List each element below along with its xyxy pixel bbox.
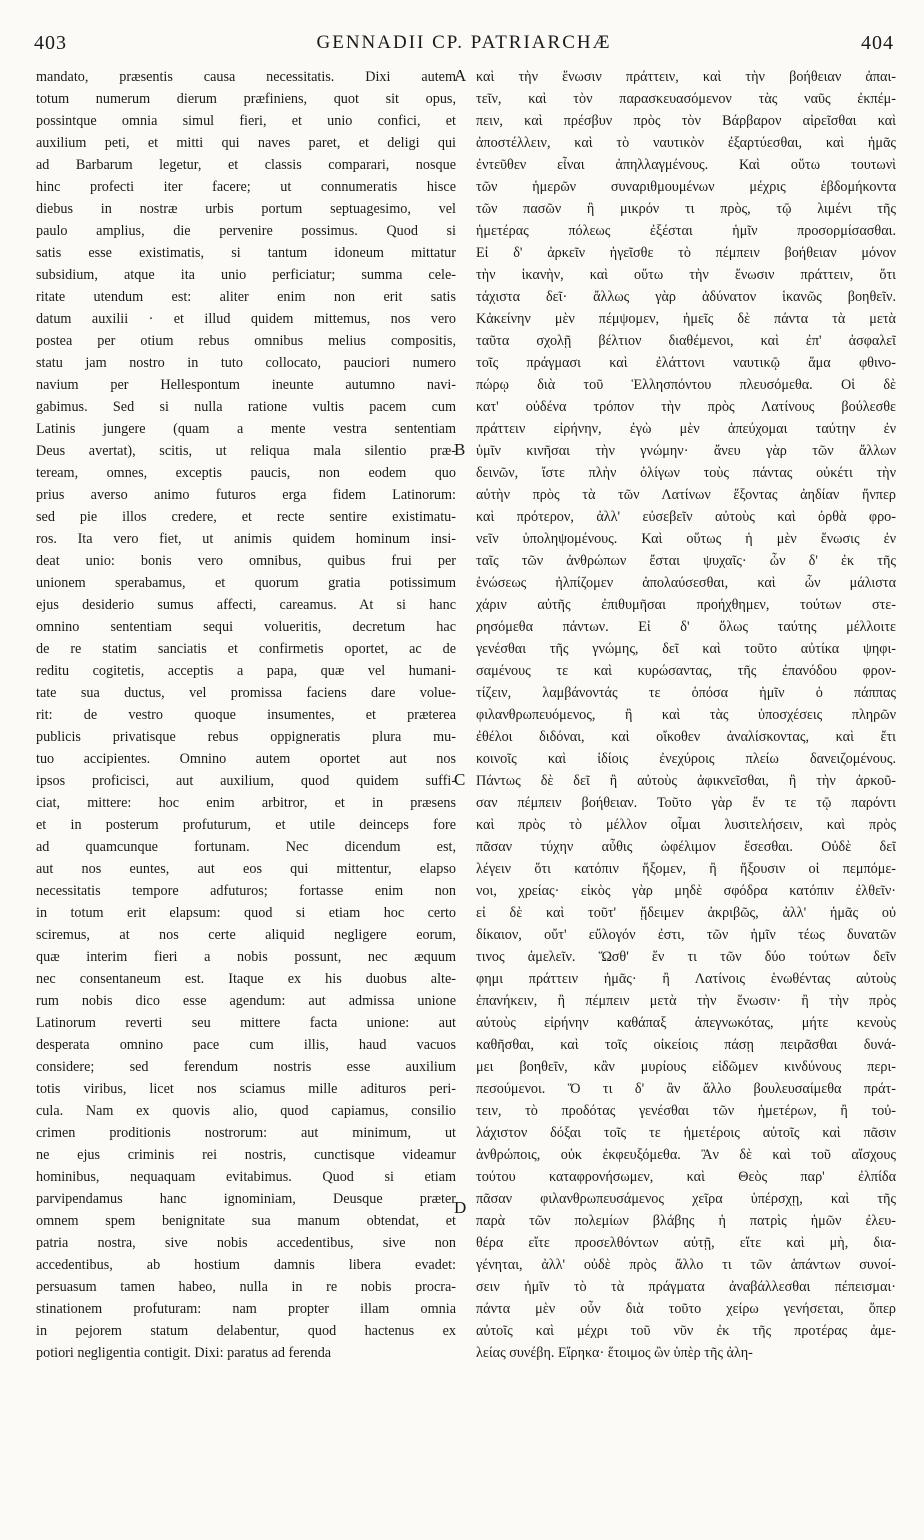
greek-column — [476, 66, 896, 1364]
greek-text-line: αὐτοὺς εἰρήνην καθάπαξ ἀπεγνωκότας, μήτε κενοὺς — [476, 1015, 896, 1031]
latin-text-line: ad quamcunque fortunam. Nec dicendum est, — [36, 839, 456, 855]
latin-text-line: tuo accipientes. Omnino autem oportet aut nos — [36, 751, 456, 767]
latin-text-line: in pejorem statum delabentur, quod hactenus ex — [36, 1323, 456, 1339]
latin-text-line: teream, omnes, exceptis paucis, non eodem quo — [36, 465, 456, 481]
greek-text-line: καὶ πρότερον, ἀλλ' εὐσεβεῖν αὐτοὺς καὶ ὀρθὰ φρο- — [476, 509, 896, 525]
greek-text-line: εἰ δὲ καὶ τοῦτ' ᾔδειμεν ἀκριβῶς, ἀλλ' ἡμᾶς οὐ — [476, 905, 896, 921]
latin-text-line: omnino sententiam sequi volueritis, decretum hac — [36, 619, 456, 635]
greek-text-line: πειν, καὶ πρέσβυν πρὸς τὸν Βάρβαρον αἱρεῖσθαι καὶ — [476, 113, 896, 129]
latin-text-line: datum auxilii · et illud quidem mittemus, nos vero — [36, 311, 456, 327]
latin-text-line: ritate utendum est: aliter enim non erit satis — [36, 289, 456, 305]
greek-text-line: σαν πέμπειν βοήθειαν. Τοῦτο γὰρ ἔν τε τῷ παρόντι — [476, 795, 896, 811]
greek-text-line: πᾶσαν φιλανθρωπευσάμενος χεῖρα ὑπέρσχῃ, καὶ τῆς — [476, 1191, 896, 1207]
greek-text-line: Πάντως δὲ δεῖ ἢ αὐτοὺς ἀφικνεῖσθαι, ἢ τὴν ἀρκοῦ- — [476, 773, 896, 789]
latin-text-line: rit: de vestro quoque insumentes, et præterea — [36, 707, 456, 723]
greek-text-line: τεῖν, καὶ τὸν παρασκευασόμενον τὰς ναῦς ἐκπέμ- — [476, 91, 896, 107]
greek-text-line: πάντα μὲν οὖν διὰ τοῦτο χείρω γενήσεται, ὅπερ — [476, 1301, 896, 1317]
section-marker-c: C — [454, 770, 466, 789]
latin-text-line: et in posterum profuturum, et utile deinceps fore — [36, 817, 456, 833]
latin-text-line: quæ interim fieri a nobis possunt, nec æquum — [36, 949, 456, 965]
latin-text-line: patria nostra, sive nobis accedentibus, sive non — [36, 1235, 456, 1251]
latin-text-line: tate sua ductus, vel promissa faciens dare volue- — [36, 685, 456, 701]
section-marker-b: B — [454, 440, 466, 459]
latin-text-line: totum numerum dierum præfiniens, quot sit opus, — [36, 91, 456, 107]
greek-text-line: τούτου καταφρονήσωμεν, καὶ Θεὸς παρ' ἐλπίδα — [476, 1169, 896, 1185]
latin-text-line: unionem sperabamus, et quorum gratia potissimum — [36, 575, 456, 591]
latin-text-line: persuasum tamen habeo, nulla in re nobis procra- — [36, 1279, 456, 1295]
greek-text-line: δίκαιον, οὔτ' εὔλογόν ἐστι, τῶν ἡμῖν τέως δυνατῶν — [476, 927, 896, 943]
greek-text-line: τινος ἀμελεῖν. Ὥσθ' ἕν τι τῶν δύο τούτων δεῖν — [476, 949, 896, 965]
greek-text-line: καθῆσθαι, καὶ τοῖς οἰκείοις πάσῃ πειρᾶσθαι δυνά- — [476, 1037, 896, 1053]
latin-text-line: gabimus. Sed si nulla ratione vultis pacem cum — [36, 399, 456, 415]
greek-text-line: νεῖν ὑποληψομένους. Καὶ οὕτως ἡ μὲν ἕνωσις ἐν — [476, 531, 896, 547]
greek-text-line: ρησόμεθα πάντων. Εἰ δ' ὅλως ταύτης μέλλοιτε — [476, 619, 896, 635]
greek-text-line: δεινῶν, ἴστε πλὴν ὀλίγων τοὺς πάντας οὐκέτι τὴν — [476, 465, 896, 481]
greek-text-line: θέρα εἴτε προσελθόντων αὐτῇ, εἴτε καὶ μὴ, δια- — [476, 1235, 896, 1251]
latin-text-line: Deus avertat), scitis, ut reliqua mala silentio præ- — [36, 443, 456, 459]
latin-text-line: considere; sed ferendum nostris esse auxilium — [36, 1059, 456, 1075]
latin-column — [36, 66, 456, 1364]
greek-text-line: πεσούμενοι. Ὅ τι δ' ἂν ἄλλο βουλευσαίμεθα πράτ- — [476, 1081, 896, 1097]
greek-text-line: τίζειν, λαμβάνοντάς τε ὁπόσα ἡμῖν ὁ πάππας — [476, 685, 896, 701]
latin-text-line: parvipendamus hanc ignominiam, Deusque præter — [36, 1191, 456, 1207]
greek-text-line: ταῦτα σχολῇ βέλτιον διαθέμενοι, καὶ ἐπ' ἀσφαλεῖ — [476, 333, 896, 349]
greek-text-line: ἐθέλοι διδόναι, καὶ οἴκοθεν ἀναλίσκοντας, καὶ ἔτι — [476, 729, 896, 745]
greek-text-line: σειν ἡμῖν τὸ τὰ πράγματα ἀναβάλλεσθαι πέπεισμαι· — [476, 1279, 896, 1295]
latin-text-line: sciremus, at nos certe aliquid negligere eorum, — [36, 927, 456, 943]
latin-text-line: postea per otium rebus omnibus melius compositis, — [36, 333, 456, 349]
latin-text-line: aut nos euntes, aut eos qui mittentur, elapso — [36, 861, 456, 877]
greek-text-line: ἑνώσεως ἠλπίζομεν ἀπολαύσεσθαι, καὶ ὧν μάλιστα — [476, 575, 896, 591]
greek-text-line: ἀποστέλλειν, καὶ τὸ ναυτικὸν ἐξαρτύεσθαι, καὶ ἡμᾶς — [476, 135, 896, 151]
greek-text-line: κοινοῖς καὶ ἰδίοις ἐνεχύροις πλείω δανειζομένους. — [476, 751, 896, 767]
latin-text-line: publicis privatisque rebus oppigneratis plura mu- — [36, 729, 456, 745]
greek-text-line: λείας συνέβη. Εἴρηκα· ἕτοιμος ὢν ὑπὲρ τῆς ἀλη- — [476, 1345, 753, 1361]
running-title: GENNADII CP. PATRIARCHÆ — [316, 32, 612, 53]
greek-text-line: ταῖς τῶν ἀνθρώπων ἔσται ψυχαῖς· ὧν δ' ἐκ τῆς — [476, 553, 896, 569]
greek-text-line: τῶν πασῶν ἢ μικρόν τι πρὸς, τῷ λιμένι τῆς — [476, 201, 896, 217]
latin-text-line: nec consentaneum est. Itaque ex his duobus alte- — [36, 971, 456, 987]
latin-text-line: ad Barbarum legetur, et classis comparari, nosque — [36, 157, 456, 173]
latin-text-line: mandato, præsentis causa necessitatis. Dixi autem — [36, 69, 456, 85]
greek-text-line: φιλανθρωπευόμενος, ἢ καὶ τὰς ὑποσχέσεις πληρῶν — [476, 707, 896, 723]
latin-text-line: rum nobis dico esse agendum: aut admissa unione — [36, 993, 456, 1009]
latin-text-line: Latinorum reverti seu mittere facta unione: aut — [36, 1015, 456, 1031]
latin-text-line: satis esse existimatis, si tantum idoneum mittatur — [36, 245, 456, 261]
greek-text-line: τάχιστα δεῖ· ἄλλως γὰρ ἀδύνατον ἱκανῶς βοηθεῖν. — [476, 289, 896, 305]
latin-text-line: hominibus, nequaquam evitabimus. Quod si etiam — [36, 1169, 456, 1185]
greek-text-line: πώρῳ διὰ τοῦ Ἑλλησπόντου πλευσόμεθα. Οἱ δὲ — [476, 377, 896, 393]
latin-text-line: paulo amplius, die pervenire possimus. Quod si — [36, 223, 456, 239]
greek-text-line: αὐτοῖς καὶ μέχρι τοῦ νῦν ἐκ τῆς προτέρας ἀμε- — [476, 1323, 896, 1339]
latin-text-line: de re statim sanciatis et confirmetis oportet, ac de — [36, 641, 456, 657]
greek-text-line: νοι, χρείας· εἰκὸς γὰρ μηδὲ σφόδρα κατόπιν ἐλθεῖν· — [476, 883, 896, 899]
latin-text-line: sed pie illos credere, et recte sentire existimatu- — [36, 509, 456, 525]
greek-text-line: τὴν ἱκανὴν, καὶ οὕτω τὴν ἕνωσιν πράττειν, ὅτι — [476, 267, 896, 283]
greek-text-line: ὑμῖν κινῆσαι τὴν γνώμην· ἄνευ γὰρ τῶν ἄλλων — [476, 443, 896, 459]
latin-text-line: deat unio: bonis vero omnibus, quibus frui per — [36, 553, 456, 569]
greek-text-line: καὶ πρὸς τὸ μέλλον οἶμαι λυσιτελήσειν, καὶ πρὸς — [476, 817, 896, 833]
greek-text-line: ἐπανήκειν, ἢ πέμπειν μετὰ τὴν ἕνωσιν· ἢ τὴν πρὸς — [476, 993, 896, 1009]
latin-text-line: auxilium peti, et mitti qui naves paret, et deligi qui — [36, 135, 456, 151]
greek-text-line: λάχιστον δόξαι τοῖς τε ἡμετέροις αὐτοῖς καὶ πᾶσιν — [476, 1125, 896, 1141]
latin-text-line: hinc profecti iter facere; ut connumeratis hisce — [36, 179, 456, 195]
latin-text-line: ciat, mittere: hoc enim arbitror, et in præsens — [36, 795, 456, 811]
greek-text-line: γενέσθαι τῆς γνώμης, δεῖ καὶ τοῦτο αὐτίκα ψηφι- — [476, 641, 896, 657]
greek-text-line: τειν, τὸ προδότας γενέσθαι τῶν ἡμετέρων, ἢ τοὐ- — [476, 1103, 896, 1119]
latin-text-line: desperata omnino pace cum illis, haud vacuos — [36, 1037, 456, 1053]
greek-text-line: καὶ τὴν ἕνωσιν πράττειν, καὶ τὴν βοήθειαν ἀπαι- — [476, 69, 896, 85]
section-marker-d: D — [454, 1198, 467, 1217]
page-number-left: 403 — [34, 32, 67, 54]
greek-text-line: σαμένους τε καὶ κυρώσαντας, τῆς ἐπανόδου φρον- — [476, 663, 896, 679]
greek-text-line: κατ' οὐδένα τρόπον τὴν πρὸς Λατίνους βούλεσθε — [476, 399, 896, 415]
latin-text-line: reditu cogitetis, acceptis a papa, quæ vel humani- — [36, 663, 456, 679]
greek-text-line: Εἰ δ' ἀρκεῖν ἡγεῖσθε τὸ πέμπειν βοήθειαν μόνον — [476, 245, 896, 261]
latin-text-line: potiori negligentia contigit. Dixi: paratus ad ferenda — [36, 1345, 332, 1361]
greek-text-line: αὐτὴν πρὸς τὰ τῶν Λατίνων ἕξοντας ἀηδίαν ἥνπερ — [476, 487, 896, 503]
greek-text-line: τῶν ἡμερῶν συναριθμουμένων μέχρις ἑβδομήκοντα — [476, 179, 896, 195]
greek-text-line: τοῖς πράγμασι καὶ ἐλάττονι ναυτικῷ ἅμα φθινο- — [476, 355, 896, 371]
latin-text-line: totis viribus, licet nos sciamus mille adituros peri- — [36, 1081, 456, 1097]
latin-text-line: ejus desiderio sumus affecti, careamus. At si hanc — [36, 597, 456, 613]
running-header — [34, 32, 894, 62]
latin-text-line: prius averso animo futuros erga fidem Latinorum: — [36, 487, 456, 503]
greek-text-line: ἀνθρώποις, οὐκ ἐκφευξόμεθα. Ἂν δὲ καὶ τοῦ αἴσχους — [476, 1147, 896, 1163]
latin-text-line: navium per Hellespontum ineunte autumno navi- — [36, 377, 456, 393]
greek-text-line: χάριν αὐτῆς ἐπιθυμῆσαι προήχθημεν, τούτων στε- — [476, 597, 896, 613]
greek-text-line: πᾶσαν τύχην αὖθις ὠφέλιμον ἔσεσθαι. Οὐδὲ δεῖ — [476, 839, 896, 855]
latin-text-line: in totum erit elapsum: quod si etiam hoc certo — [36, 905, 456, 921]
latin-text-line: diebus in nostræ urbis portum septuagesimo, vel — [36, 201, 456, 217]
latin-text-line: possintque omnia simul fieri, et unio confici, et — [36, 113, 456, 129]
latin-text-line: subsidium, atque ita unio perficiatur; summa cele- — [36, 267, 456, 283]
greek-text-line: μει βοηθεῖν, κἂν μυρίους εἰδῶμεν κινδύνους περι- — [476, 1059, 896, 1075]
greek-text-line: φημι πράττειν ἡμᾶς· ἢ Λατίνοις ἑνωθέντας αὐτοὺς — [476, 971, 896, 987]
latin-text-line: Latinis jungere (quam a mente vestra sententiam — [36, 421, 456, 437]
section-marker-a: A — [454, 66, 467, 85]
latin-text-line: accedentibus, ab hostium damnis libera evadet: — [36, 1257, 456, 1273]
greek-text-line: Κἀκείνην μὲν πέμψομεν, ἡμεῖς δὲ πάντα τὰ μετὰ — [476, 311, 896, 327]
latin-text-line: ne ejus criminis rei nostris, cunctisque videamur — [36, 1147, 456, 1163]
latin-text-line: stinationem profuturam: nam propter illam omnia — [36, 1301, 456, 1317]
latin-text-line: omnem spem benignitate sua manum obtendat, et — [36, 1213, 456, 1229]
latin-text-line: cula. Nam ex quovis alio, quod capiamus, consilio — [36, 1103, 456, 1119]
latin-text-line: necessitatis tempore adfuturos; fortasse enim non — [36, 883, 456, 899]
latin-text-line: statu jam nostro in tuto collocato, pauciori numero — [36, 355, 456, 371]
greek-text-line: ἐντεῦθεν εἶναι ἀπηλλαγμένους. Καὶ οὕτω τουτωνὶ — [476, 157, 896, 173]
greek-text-line: παρὰ τῶν πολεμίων βλάβης ἡ πατρὶς ἡμῶν ἐλευ- — [476, 1213, 896, 1229]
latin-text-line: crimen proditionis nostrorum: aut minimum, ut — [36, 1125, 456, 1141]
latin-text-line: ipsos proficisci, aut auxilium, quod quidem suffi- — [36, 773, 456, 789]
greek-text-line: γένηται, ἀλλ' οὐδὲ πρὸς ἄλλο τι τῶν ἁπάντων συνοί- — [476, 1257, 896, 1273]
greek-text-line: λέγειν ὅτι κατόπιν ἥξομεν, ἢ ἥξουσιν οἱ πεμπόμε- — [476, 861, 896, 877]
greek-text-line: πράττειν εἰρήνην, ἐγὼ μὲν ἀπεύχομαι ταύτην ἐν — [476, 421, 896, 437]
latin-text-line: ros. Ita vero fiet, ut animis quidem hominum insi- — [36, 531, 456, 547]
greek-text-line: ἡμετέρας πόλεως ἐξέσται ἡμῖν προσορμίσασθαι. — [476, 223, 896, 239]
page-number-right: 404 — [861, 32, 894, 54]
